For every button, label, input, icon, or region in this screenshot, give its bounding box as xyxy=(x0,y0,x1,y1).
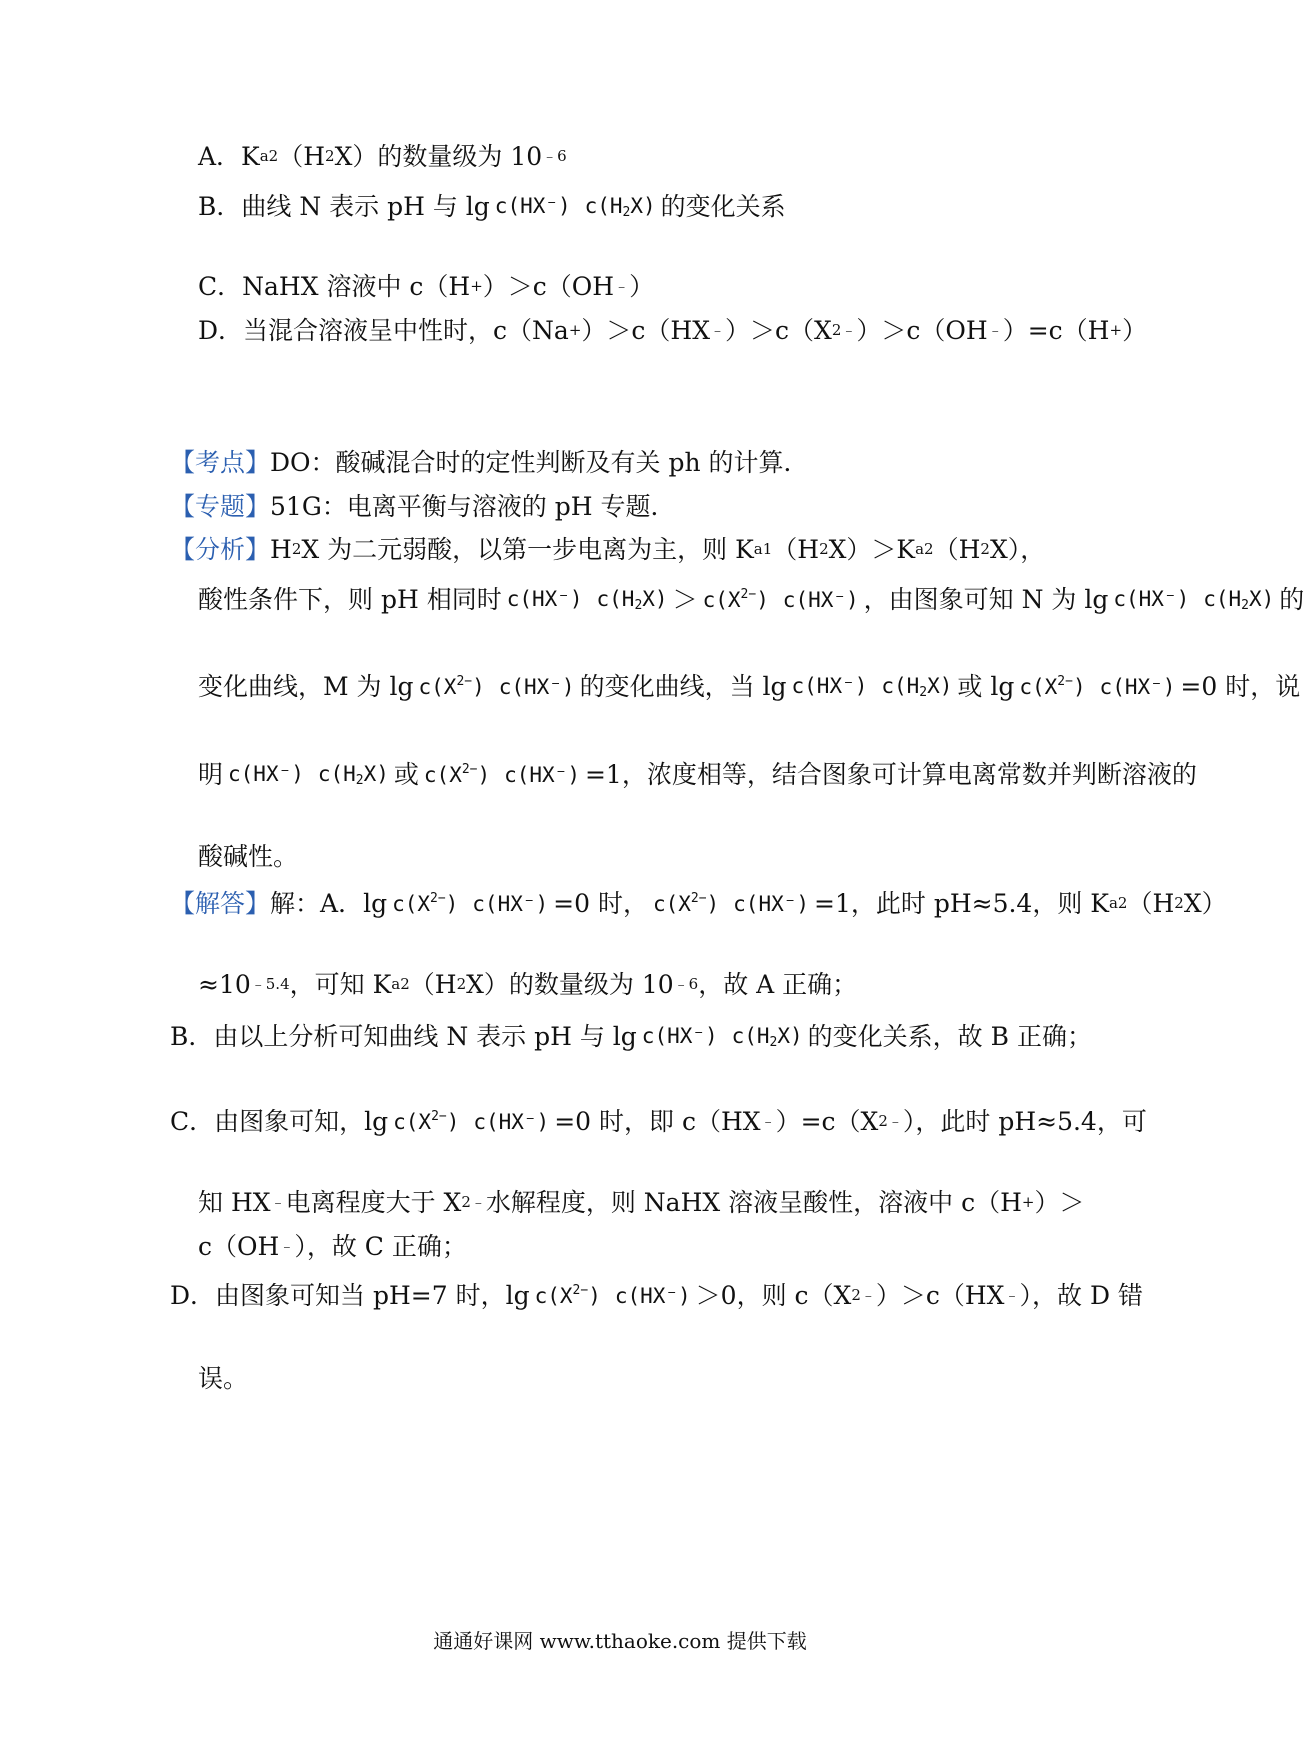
fraction-x2-over-hx: $c(X^{2-})$ c(HX⁻) xyxy=(423,762,580,788)
fraction-x2-over-hx: $c(X^{2-})$ c(HX⁻) xyxy=(392,891,549,916)
jieda-tag: 【解答】 xyxy=(170,888,271,918)
fraction-x2-over-hx: $c(X^{2-})$ c(HX⁻) xyxy=(652,891,810,916)
option-b: B．曲线 N 表示 pH 与 lg c(HX⁻) $c(H_2X)$ 的变化关系 xyxy=(198,191,786,221)
fenxi-line-1: 【分析】 H 2 X 为二元弱酸，以第一步电离为主，则 K a1 （H 2 X）＞K a2 （H 2 X）， xyxy=(170,535,1046,564)
kaodian-line: 【考点】 DO：酸碱混合时的定性判断及有关 ph 的计算． xyxy=(170,448,809,477)
fraction-x2-over-hx: $c(X^{2-})$ c(HX⁻) xyxy=(1019,674,1176,700)
fraction-x2-over-hx: $c(X^{2-})$ c(HX⁻) xyxy=(418,674,575,700)
fenxi-line-4: 明 c(HX⁻) $c(H_2X)$ 或 $c(X^{2-})$ c(HX⁻) =1，浓度相等，结合图象可计算电离常数并判断溶液的 xyxy=(198,759,1197,789)
fraction-x2-over-hx: $c(X^{2-})$ c(HX⁻) xyxy=(393,1109,550,1134)
fraction-hx-over-h2x: c(HX⁻) $c(H_2X)$ xyxy=(494,194,656,220)
fraction-hx-over-h2x: c(HX⁻) $c(H_2X)$ xyxy=(791,674,953,700)
fraction-hx-over-h2x: c(HX⁻) $c(H_2X)$ xyxy=(641,1024,803,1050)
fraction-x2-over-hx: $c(X^{2-})$ c(HX⁻) xyxy=(702,587,859,613)
fenxi-line-3: 变化曲线，M 为 lg $c(X^{2-})$ c(HX⁻) 的变化曲线，当 lg c(HX⁻) $c(H_2X)$ 或 lg $c(X^{2-})$ c(HX⁻) =0 时，说 xyxy=(198,671,1301,701)
fenxi-line-5: 酸碱性。 xyxy=(198,842,299,871)
zhuanti-tag: 【专题】 xyxy=(170,492,271,521)
zhuanti-line: 【专题】 51G：电离平衡与溶液的 pH 专题． xyxy=(170,492,676,521)
jieda-d-line-2: 误。 xyxy=(198,1364,249,1393)
jieda-b: B．由以上分析可知曲线 N 表示 pH 与 lg c(HX⁻) $c(H_2X)$ 的变化关系，故 B 正确； xyxy=(170,1021,1092,1051)
fenxi-tag: 【分析】 xyxy=(170,535,271,564)
kaodian-tag: 【考点】 xyxy=(170,448,271,477)
option-c: C．NaHX 溶液中 c（H + ）＞c（OH ﹣ ） xyxy=(198,272,655,301)
jieda-line-2: ≈10 ﹣5.4 ，可知 K a2 （H 2 X）的数量级为 10 ﹣6 ，故 A 正确； xyxy=(198,970,858,999)
jieda-c-line-3: c（OH ﹣ ），故 C 正确； xyxy=(198,1232,467,1261)
fraction-x2-over-hx: $c(X^{2-})$ c(HX⁻) xyxy=(534,1283,691,1308)
page-footer: 通通好课网 www.tthaoke.com 提供下载 xyxy=(433,1629,807,1653)
option-a: A．K a2 （H 2 X）的数量级为 10 ﹣6 xyxy=(198,142,567,171)
fraction-hx-over-h2x: c(HX⁻) $c(H_2X)$ xyxy=(228,762,389,788)
jieda-line-1: 【解答】 解：A．lg $c(X^{2-})$ c(HX⁻) =0 时， $c(X^{2-})$ c(HX⁻) =1，此时 pH≈5.4，则 K a2 （H 2 X） xyxy=(170,888,1227,918)
jieda-d-line-1: D．由图象可知当 pH=7 时，lg $c(X^{2-})$ c(HX⁻) ＞0，则 c（X 2﹣ ）＞c（HX ﹣ ），故 D 错 xyxy=(170,1280,1143,1310)
option-d: D．当混合溶液呈中性时，c（Na + ）＞c（HX ﹣ ）＞c（X 2﹣ ）＞c（OH ﹣ ）=c（H + ） xyxy=(198,316,1148,345)
jieda-c-line-2: 知 HX ﹣ 电离程度大于 X 2﹣ 水解程度，则 NaHX 溶液呈酸性，溶液中 c（H + ）＞ xyxy=(198,1188,1085,1217)
jieda-c-line-1: C．由图象可知，lg $c(X^{2-})$ c(HX⁻) =0 时，即 c（HX ﹣ ）=c（X 2﹣ ），此时 pH≈5.4，可 xyxy=(170,1106,1147,1136)
fraction-hx-over-h2x: c(HX⁻) $c(H_2X)$ xyxy=(1113,587,1275,613)
fraction-hx-over-h2x: c(HX⁻) $c(H_2X)$ xyxy=(506,587,668,613)
fenxi-line-2: 酸性条件下，则 pH 相同时 c(HX⁻) $c(H_2X)$ ＞ $c(X^{2-})$ c(HX⁻) ，由图象可知 N 为 lg c(HX⁻) $c(H_2X)$ 的 xyxy=(198,584,1304,614)
